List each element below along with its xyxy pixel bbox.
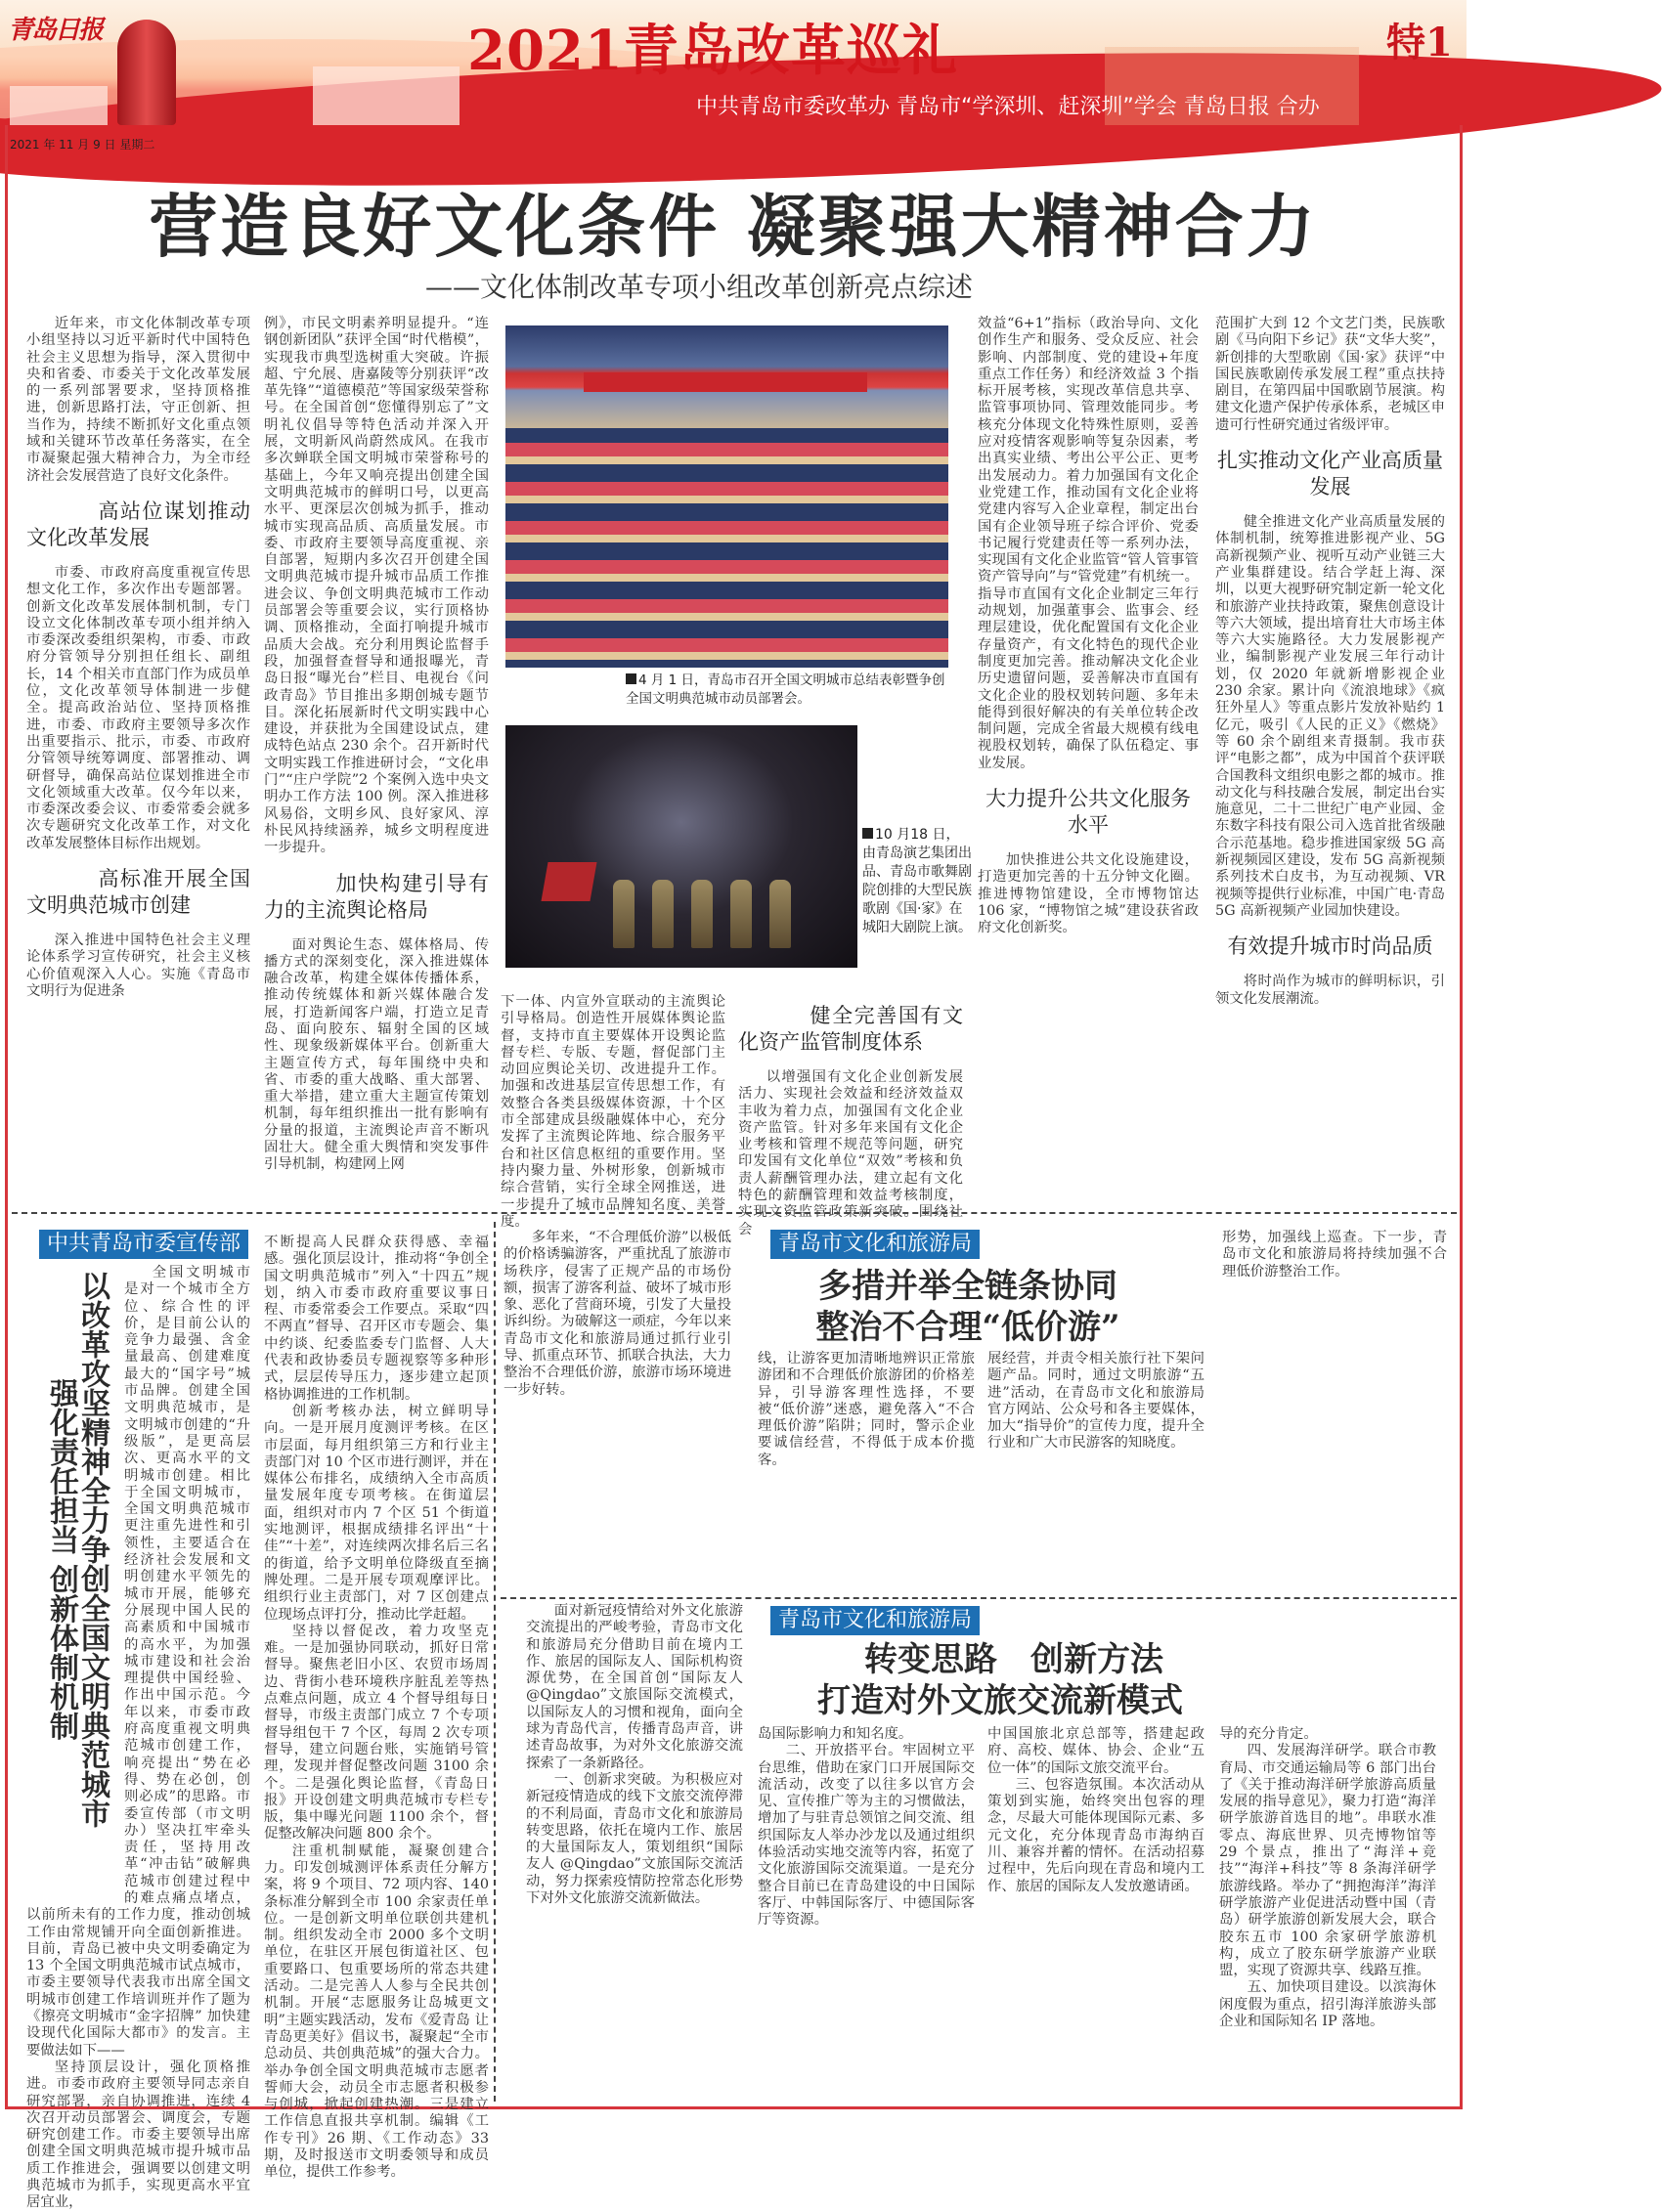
section-heading: 高标准开展全国文明典范城市创建 — [26, 867, 250, 918]
article-column — [1222, 1230, 1447, 1591]
series-title: 2021青岛改革巡礼 — [467, 19, 958, 83]
newspaper-logo: 青岛日报 — [8, 16, 103, 45]
article-column — [987, 1351, 1204, 1591]
section-heading: 高站位谋划推动文化改革发展 — [26, 499, 250, 549]
body-paragraph: 五、加快项目建设。以滨海休闲度假为重点，招引海洋旅游头部企业和国际知名 IP 落地。 — [1219, 1979, 1436, 2030]
conference-photo — [505, 325, 948, 668]
article-headline-vertical: 以改革攻坚精神全力争创全国文明典范城市 — [75, 1271, 109, 1828]
body-paragraph: 中国国旅北京总部等，搭建起政府、高校、媒体、协会、企业“五位一体”的国际文旅交流平台。 — [987, 1726, 1204, 1776]
section-heading: 扎实推动文化产业高质量发展 — [1217, 449, 1443, 499]
body-paragraph: 创新考核办法，树立鲜明导向。一是开展月度测评考核。在区市层面，每月组织第三方和行业主责部门对 10 个区市进行测评，并在媒体公布排名，成绩纳入全市高质量发展年度专项考核。在街道层面，组织对市内 7 个区 51 个街道实地测评，根据成绩排名评出“十佳”“十差”，对连续两次排名后三名的街道，给予文明单位降级直至摘牌处理。二是开展专项观摩评比。组织行业主责部门，对 7 区创建点位现场点评打分，推动比学赶超。 — [264, 1403, 489, 1623]
article-column — [504, 1230, 731, 1591]
article-column-4 — [978, 316, 1199, 1210]
frame-border — [5, 125, 8, 2108]
body-paragraph: 深入推进中国特色社会主义理论体系学习宣传研究，社会主义核心价值观深入人心。实施《青岛市文明行为促进条 — [26, 933, 250, 999]
body-paragraph: 导的充分肯定。 — [1219, 1726, 1318, 1742]
headline-line: 多措并举全链条协同 — [818, 1267, 1117, 1306]
article-subheadline-vertical: 强化责任担当 创新体制机制 — [44, 1378, 78, 1741]
section-heading: 大力提升公共文化服务水平 — [985, 787, 1191, 838]
article-headline — [772, 1639, 1183, 1721]
article-column-2 — [264, 316, 489, 1210]
article-column — [526, 1603, 743, 2102]
section-divider — [494, 1222, 496, 2102]
opera-performance-photo — [505, 725, 857, 968]
headline-line: 整治不合理“低价游” — [815, 1308, 1120, 1347]
body-paragraph: 将时尚作为城市的鲜明标识，引领文化发展潮流。 — [1215, 974, 1445, 1007]
headline-line: 打造对外文旅交流新模式 — [817, 1681, 1183, 1720]
body-paragraph: 三、包容造氛围。本次活动从策划到实施，始终突出包容的理念，尽最大可能体现国际元素、多元文化，充分体现青岛市海纳百川、兼容并蓄的情怀。在活动招募过程中，先后向现在青岛和境内工作、旅居的国际友人发放邀请函。 — [987, 1776, 1204, 1894]
body-paragraph: 形势，加强线上巡查。下一步，青岛市文化和旅游局将持续加强不合理低价游整治工作。 — [1222, 1230, 1447, 1279]
body-paragraph: 多年来，“不合理低价游”以极低的价格诱骗游客，严重扰乱了旅游市场秩序，侵害了正规产品的市场份额，损害了游客利益、破坏了城市形象、恶化了营商环境，引发了大量投诉纠纷。为破解这一顽症，今年以来青岛市文化和旅游局通过抓行业引导、抓重点环节、抓联合执法，大力整治不合理低价游，旅游市场环境进一步好转。 — [504, 1230, 731, 1398]
body-paragraph: 注重机制赋能，凝聚创建合力。印发创城测评体系责任分解方案，将 9 个项目、72 项内容、140 条标准分解到全市 100 余家责任单位。一是创新文明单位联创共建机制。组织发动全市 2000 多个文明单位，在驻区开展包街道社区、包重要路口、包重要场所的常态共建活动。二是完善人人参与全民共创机制。开展“志愿服务让岛城更文明”主题实践活动，发布《爱青岛 让青岛更美好》倡议书，凝聚起“全市总动员、共创典范城”的强大合力。举办争创全国文明典范城市志愿者誓师大会，动员全市志愿者积极参与创城，掀起创建热潮。三是建立工作信息直报共享机制。编辑《工作专刊》26 期、《工作动态》33 期，及时报送市文明委领导和成员单位，提供工作参考。 — [264, 1843, 489, 2181]
department-label: 中共青岛市委宣传部 — [39, 1230, 248, 1259]
article-column — [987, 1726, 1204, 2102]
caption-marker — [862, 828, 873, 839]
section-heading: 健全完善国有文化资产监管制度体系 — [738, 1004, 963, 1054]
headline-line: 转变思路 创新方法 — [864, 1640, 1163, 1679]
caption-marker — [626, 673, 636, 684]
body-paragraph: 坚持顶层设计，强化顶格推进。市委市政府主要领导同志亲自研究部署，亲自协调推进，连续 4 次召开动员部署会、调度会，专题研究创建工作。市委主要领导出席创建全国文明典范城市提升城市品质工作推进会，强调要以创建文明典范城市为抓手，实现更高水平宜居宜业， — [26, 2059, 250, 2211]
body-paragraph: 一、创新求突破。为积极应对新冠疫情造成的线下文旅交流停滞的不利局面，青岛市文化和旅游局转变思路，依托在境内工作、旅居的大量国际友人，策划组织“国际友人 @Qingdao”文旅国际交流活动，努力探索疫情防控常态化形势下对外文化旅游交流新做法。 — [526, 1771, 743, 1907]
organizers-line: 中共青岛市委改革办 青岛市“学深圳、赶深圳”学会 青岛日报 合办 — [696, 95, 1320, 119]
page-subheadline: ——文化体制改革专项小组改革创新亮点综述 — [425, 271, 974, 303]
body-paragraph: 二、开放搭平台。牢固树立平台思维，借助在家门口开展国际交流活动，改变了以往多以官方会见、宣传推广等为主的习惯做法，增加了与驻青总领馆之间交流、组织国际友人举办沙龙以及通过组织体验活动实地交流等内容，拓宽了文化旅游国际交流渠道。一是充分整合目前已在青岛建设的中日国际客厅、中韩国际客厅、中德国际客厅等资源。 — [758, 1743, 975, 1929]
body-paragraph: 岛国际影响力和知名度。 — [758, 1726, 913, 1742]
article-column — [758, 1351, 975, 1591]
photo-caption: 10 月18 日，由青岛演艺集团出品、青岛市歌舞剧院创排的大型民族歌剧《国·家》在城阳大剧院上演。 — [862, 827, 972, 935]
body-paragraph: 例》，市民文明素养明显提升。“连钢创新团队”获评全国“时代楷模”，实现我市典型选树重大突破。许振超、宁允展、唐嘉陵等分别获评“改革先锋”“道德模范”等国家级荣誉称号。在全国首创“您懂得别忘了”文明礼仪倡导等特色活动并深入开展，文明新风尚蔚然成风。在我市多次蝉联全国文明城市荣誉称号的基础上，今年又响亮提出创建全国文明典范城市的鲜明口号，以更高水平、更深层次创城为抓手，推动城市实现高品质、高质量发展。市委、市政府主要领导高度重视、亲自部署，短期内多次召开创建全国文明典范城市提升城市品质工作推进会议、争创文明典范城市工作动员部署会等重要会议，实行顶格协调、顶格推动，全面打响提升城市品质大会战。充分利用舆论监督手段，加强督查督导和通报曝光，青岛日报“曝光台”栏目、电视台《问政青岛》节目推出多期创城专题节目。深化拓展新时代文明实践中心建设，并获批为全国建设试点，建成特色站点 230 余个。召开新时代文明实践工作推进研讨会，“文化串门”“庄户学院”2 个案例入选中央文明办工作方法 100 例。深入推进移风易俗，文明乡风、良好家风、淳朴民风持续涵养，城乡文明程度进一步提升。 — [264, 316, 489, 856]
article-column — [1219, 1726, 1436, 2102]
article-column — [26, 1265, 250, 2211]
section-divider — [501, 1597, 1457, 1599]
article-column-5 — [1215, 316, 1445, 1210]
article-column-3a — [501, 994, 725, 1230]
body-paragraph: 健全推进文化产业高质量发展的体制机制，统筹推进影视产业、5G 高新视频产业、视听互动产业链三大产业集群建设。结合学赶上海、深圳，以更大视野研究制定新一轮文化和旅游产业扶持政策，聚焦创意设计等六大领域，提出培育壮大市场主体等六大实施路径。大力发展影视产业，编制影视产业发展三年行动计划，仅 2020 年就新增影视企业 230 余家。累计向《流浪地球》《疯狂外星人》等重点影片发放补贴约 1 亿元，吸引《人民的正义》《燃烧》等 60 余个剧组来青摄制。我市获评“电影之都”，成为中国首个获评联合国教科文组织电影之都的城市。推动文化与科技融合发展，制定出台实施意见，二十二世纪广电产业园、金东数字科技有限公司入选首批省级融合示范基地。稳步推进国家级 5G 高新视频园区建设，发布 5G 高新视频系列技术白皮书，为互动视频、VR 视频等提供行业标准，中国广电·青岛 5G 高新视频产业园加快建设。 — [1215, 514, 1445, 919]
body-paragraph: 下一体、内宣外宣联动的主流舆论引导格局。创造性开展媒体舆论监督，支持市直主要媒体开设舆论监督专栏、专版、专题，督促部门主动回应舆论关切、改进提升工作。加强和改进基层宣传思想工作，有效整合各类县级媒体资源，十个区市全部建成县级融媒体中心，充分发挥了主流舆论阵地、综合服务平台和社区信息枢纽的重要作用。坚持内聚力量、外树形象，创新城市综合营销，实行全球全网推送，进一步提升了城市品牌知名度、美誉度。 — [501, 994, 725, 1230]
body-paragraph: 范围扩大到 12 个文艺门类，民族歌剧《马向阳下乡记》获“文华大奖”，新创排的大型歌剧《国·家》获评“中国民族歌剧传承发展工程”重点扶持剧目，在第四届中国歌剧节展演。构建文化遗产保护传承体系，老城区申遗可行性研究通过省级评审。 — [1215, 316, 1445, 433]
body-paragraph: 效益“6+1”指标（政治导向、文化创作生产和服务、受众反应、社会影响、内部制度、党的建设+年度重点工作任务）和经济效益 3 个指标开展考核，实现改革信息共享、监管事项协同、管理效能同步。考核充分体现文化特殊性原则，妥善应对疫情客观影响等复杂因素，考出真实业绩、考出公平公正、更考出发展动力。着力加强国有文化企业党建工作，推动国有文化企业将党建内容写入企业章程，制定出台国有企业领导班子综合评价、党委书记履行党建责任等一系列办法，实现国有文化企业监管“管人管事管资产管导向”与“管党建”有机统一。指导市直国有文化企业制定三年行动规划，加强董事会、监事会、经理层建设，优化配置国有文化企业存量资产，有文化特色的现代企业制度更加完善。推动解决文化企业历史遗留问题，妥善解决市直国有文化企业的股权划转问题、多年未能得到很好解决的有关单位转企改制问题，完成全省最大规模有线电视股权划转，确保了队伍稳定、事业发展。 — [978, 316, 1199, 771]
article-column — [264, 1235, 489, 2181]
body-paragraph: 不断提高人民群众获得感、幸福感。强化顶层设计，推动将“争创全国文明典范城市”列入“十四五”规划，纳入市委市政府重要议事日程、市委常委会工作要点。采取“四不两直”督导、召开区市专题会、集中约谈、纪委监委专门监督、人大代表和政协委员专题视察等多种形式，层层传导压力，逐步建立起顶格协调推进的工作机制。 — [264, 1235, 489, 1403]
article-column-1 — [26, 316, 250, 1210]
article-headline — [763, 1266, 1173, 1348]
article-column-3b — [738, 987, 963, 1237]
body-paragraph: 全国文明城市是对一个城市全方位、综合性的评价，是目前公认的竞争力最强、含金量最高、创建难度最大的“国字号”城市品牌。创建全国文明典范城市，是文明城市创建的“升级版”，是更高层次、更高水平的文明城市创建。相比于全国文明城市，全国文明典范城市更注重先进性和引领性，主要适合在经济社会发展和文明创建水平领先的城市开展，能够充分展现中国人民的高素质和中国城市的高水平，为加强城市建设和社会治理提供中国经验、作出中国示范。今年以来，市委市政府高度重视文明典范城市创建工作，响亮提出“势在必得、势在必创，创则必成”的思路。市委宣传部（市文明办）坚决扛牢牵头责任，坚持用改革“冲击钻”破解典范城市创建过程中的难点痛点堵点，以前所未有的工作力度，推动创城工作由常规铺开向全面创新推进。目前，青岛已被中央文明委确定为 13 个全国文明典范城市试点城市，市委主要领导代表我市出席全国文明城市创建工作培训班并作了题为《擦亮文明城市“金字招牌” 加快建设现代化国际大都市》的发言。主要做法如下—— — [26, 1265, 250, 2059]
intro-paragraph: 近年来，市文化体制改革专项小组坚持以习近平新时代中国特色社会主义思想为指导，深入贯彻中央和省委、市委关于文化改革发展的一系列部署要求，坚持顶格推进，创新思路打法，守正创新、担当作为，持续不断抓好文化重点领域和关键环节改革任务落实，在全市凝聚起强大精神合力，为全市经济社会发展营造了良好文化条件。 — [26, 316, 250, 484]
body-paragraph: 以增强国有文化企业创新发展活力、实现社会效益和经济效益双丰收为着力点，加强国有文化企业资产监管。针对多年来国有文化企业考核和管理不规范等问题，研究印发国有文化单位“双效”考核和负责人薪酬管理办法，建立起有文化特色的薪酬管理和效益考核制度，实现文资监管政策新突破。围绕社会 — [738, 1069, 963, 1237]
tower-illustration — [117, 20, 176, 125]
issue-date: 2021 年 11 月 9 日 星期二 — [10, 138, 155, 152]
body-paragraph: 面对新冠疫情给对外文化旅游交流提出的严峻考验，青岛市文化和旅游局充分借助目前在境内工作、旅居的国际友人、国际机构资源优势，在全国首创“国际友人 @Qingdao”文旅国际交流模式，以国际友人的习惯和视角，面向全球为青岛代言，传播青岛声音，讲述青岛故事，为对外文化旅游交流探索了一条新路径。 — [526, 1603, 743, 1771]
page-number: 特1 — [1386, 20, 1453, 65]
section-heading: 加快构建引导有力的主流舆论格局 — [264, 871, 489, 922]
frame-border — [1460, 125, 1463, 2108]
article-column — [758, 1726, 975, 2102]
section-divider — [12, 1212, 1457, 1214]
department-label: 青岛市文化和旅游局 — [770, 1606, 980, 1635]
body-paragraph: 展经营，并责令相关旅行社下架问题产品。同时，通过文明旅游“五进”活动，在青岛市文化和旅游局官方网站、公众号和各主要媒体，加大“指导价”的宣传力度，提升全行业和广大市民游客的知晓度。 — [987, 1351, 1204, 1452]
page-headline: 营造良好文化条件 凝聚强大精神合力 — [149, 186, 1318, 267]
body-paragraph: 坚持以督促改，着力攻坚克难。一是加强协同联动，抓好日常督导。聚焦老旧小区、农贸市场周边、背街小巷环境秩序脏乱差等热点难点问题，成立 4 个督导组每日督导，市级主责部门成立 7 个专项督导组包干 7 个区，每周 2 次专项督导，建立问题台账，实施销号管理，发现并督促整改问题 3100 余个。二是强化舆论监督，《青岛日报》开设创建文明典范城市专栏专版，集中曝光问题 1100 余个，督促整改解决问题 800 余个。 — [264, 1623, 489, 1843]
department-label: 青岛市文化和旅游局 — [770, 1230, 980, 1259]
body-paragraph: 市委、市政府高度重视宣传思想文化工作，多次作出专题部署。创新文化改革发展体制机制，专门设立文化体制改革专项小组并纳入市委深改委组织架构，市委、市政府分管领导分别担任组长、副组长，14 个相关市直部门作为成员单位，文化改革领导体制进一步健全。提高政治站位、坚持顶格推进，市委、市政府主要领导多次作出重要指示、批示，市委、市政府分管领导统筹调度、部署推动、调研督导，确保高站位谋划推进全市文化领域重大改革。仅今年以来，市委深改委会议、市委常委会就多次专题研究文化改革工作，对文化改革发展整体目标作出规划。 — [26, 564, 250, 851]
body-paragraph: 面对舆论生态、媒体格局、传播方式的深刻变化，深入推进媒体融合改革，构建全媒体传播体系，推动传统媒体和新兴媒体融合发展，打造新闻客户端，打造立足青岛、面向胶东、辐射全国的区域性、现象级新媒体平台。创新重大主题宣传方式，每年围绕中央和省、市委的重大战略、重大部署、重大举措，建立重大主题宣传策划机制，每年组织推出一批有影响有分量的报道，主流舆论声音不断巩固壮大。健全重大舆情和突发事件引导机制，构建网上网 — [264, 936, 489, 1173]
body-paragraph: 四、发展海洋研学。联合市教育局、市交通运输局等 6 部门出台了《关于推动海洋研学旅游高质量发展的指导意见》，聚力打造“海洋研学旅游首选目的地”。串联水准零点、海底世界、贝壳博物馆等 29 个景点，推出了“海洋+竞技”“海洋+科技”等 8 条海洋研学旅游线路。举办了“拥抱海洋”海洋研学旅游产业促进活动暨中国（青岛）研学旅游创新发展大会，联合胶东五市 100 余家研学旅游机构，成立了胶东研学旅游产业联盟，实现了资源共享、线路互推。 — [1219, 1743, 1436, 1979]
section-heading: 有效提升城市时尚品质 — [1227, 934, 1433, 959]
body-paragraph: 线，让游客更加清晰地辨识正常旅游团和不合理低价旅游团的价格差异，引导游客理性选择，不要被“低价游”迷惑，避免落入“不合理低价游”陷阱；同时，警示企业要诚信经营，不得低于成本价揽客。 — [758, 1351, 975, 1468]
photo-caption: 4 月 1 日，青岛市召开全国文明城市总结表彰暨争创全国文明典范城市动员部署会。 — [626, 672, 945, 707]
body-paragraph: 加快推进公共文化设施建设，打造更加完善的十五分钟文化圈。推进博物馆建设，全市博物馆达 106 家，“博物馆之城”建设获省政府文化创新奖。 — [978, 852, 1199, 936]
